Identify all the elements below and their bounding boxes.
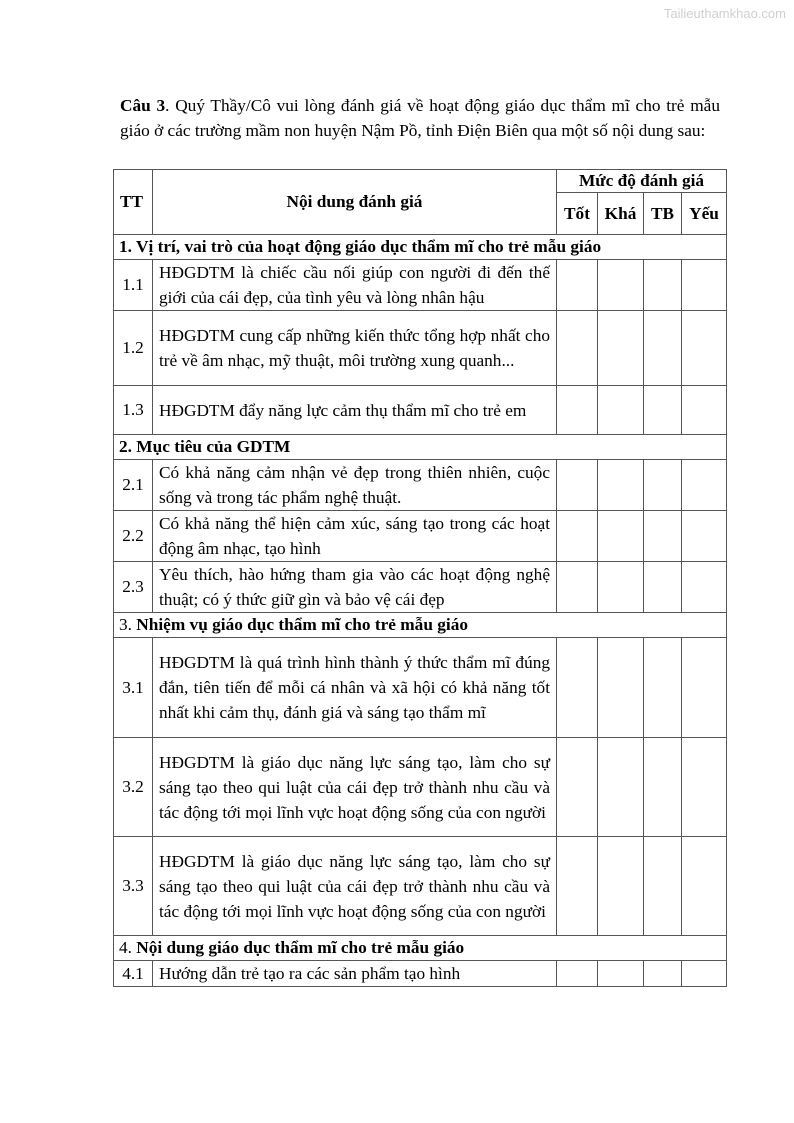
criterion-number: 2.3: [114, 562, 153, 613]
criterion-number: 2.1: [114, 460, 153, 511]
criterion-row: [114, 460, 727, 511]
criterion-row: [114, 738, 727, 837]
question-label: Câu 3: [120, 96, 166, 115]
criterion-number: 1.3: [114, 386, 153, 435]
rating-cell-kha[interactable]: [598, 837, 644, 936]
section-heading: Nhiệm vụ giáo dục thẩm mĩ cho trẻ mẫu giáo: [136, 615, 468, 634]
rating-cell-kha[interactable]: [598, 386, 644, 435]
criterion-row: [114, 260, 727, 311]
criterion-text: Yêu thích, hào hứng tham gia vào các hoạt động nghệ thuật; có ý thức giữ gìn và bảo vệ cái đẹp: [153, 562, 557, 613]
rating-cell-kha[interactable]: [598, 260, 644, 311]
rating-cell-yeu[interactable]: [682, 260, 727, 311]
section-row: [114, 435, 727, 460]
header-rating-group: Mức độ đánh giá: [557, 170, 727, 193]
criterion-text: HĐGDTM cung cấp những kiến thức tổng hợp nhất cho trẻ về âm nhạc, mỹ thuật, môi trường xung quanh...: [153, 311, 557, 386]
rating-cell-tb[interactable]: [644, 837, 682, 936]
rating-cell-yeu[interactable]: [682, 511, 727, 562]
section-number: 2.: [119, 437, 137, 456]
criterion-row: [114, 511, 727, 562]
rating-cell-tot[interactable]: [557, 260, 598, 311]
criterion-text: HĐGDTM là giáo dục năng lực sáng tạo, làm cho sự sáng tạo theo qui luật của cái đẹp trở thành nhu cầu và tác động tới mọi lĩnh vực hoạt động sống của con người: [153, 837, 557, 936]
criterion-text: HĐGDTM đẩy năng lực cảm thụ thẩm mĩ cho trẻ em: [153, 386, 557, 435]
rating-cell-tot[interactable]: [557, 460, 598, 511]
criterion-text: Có khả năng cảm nhận vẻ đẹp trong thiên nhiên, cuộc sống và trong tác phẩm nghệ thuật.: [153, 460, 557, 511]
section-number: 4.: [119, 938, 137, 957]
criterion-text: Hướng dẫn trẻ tạo ra các sản phẩm tạo hình: [153, 961, 557, 987]
header-rating-tb: TB: [644, 193, 682, 235]
question-text: . Quý Thầy/Cô vui lòng đánh giá về hoạt động giáo dục thẩm mĩ cho trẻ mẫu giáo ở các trường mầm non huyện Nậm Pồ, tỉnh Điện Biên qua một số nội dung sau:: [120, 96, 720, 140]
rating-cell-tot[interactable]: [557, 638, 598, 738]
section-title: [114, 435, 727, 460]
evaluation-table: [113, 169, 727, 987]
rating-cell-kha[interactable]: [598, 562, 644, 613]
rating-cell-tot[interactable]: [557, 511, 598, 562]
rating-cell-kha[interactable]: [598, 738, 644, 837]
rating-cell-yeu[interactable]: [682, 311, 727, 386]
criterion-number: 1.1: [114, 260, 153, 311]
criterion-text: HĐGDTM là quá trình hình thành ý thức thẩm mĩ đúng đắn, tiên tiến để mỗi cá nhân và xã hội có khả năng tốt nhất khi cảm thụ, đánh giá và sáng tạo thẩm mĩ: [153, 638, 557, 738]
rating-cell-yeu[interactable]: [682, 738, 727, 837]
rating-cell-kha[interactable]: [598, 638, 644, 738]
section-row: [114, 936, 727, 961]
rating-cell-tb[interactable]: [644, 638, 682, 738]
section-title: [114, 613, 727, 638]
rating-cell-tot[interactable]: [557, 386, 598, 435]
rating-cell-yeu[interactable]: [682, 460, 727, 511]
question-intro: [120, 93, 720, 143]
header-rating-kha: Khá: [598, 193, 644, 235]
criterion-row: [114, 961, 727, 987]
rating-cell-tb[interactable]: [644, 311, 682, 386]
criterion-number: 4.1: [114, 961, 153, 987]
section-row: [114, 613, 727, 638]
criterion-number: 3.3: [114, 837, 153, 936]
watermark: Tailieuthamkhao.com: [663, 6, 786, 21]
rating-cell-tb[interactable]: [644, 260, 682, 311]
criterion-number: 3.1: [114, 638, 153, 738]
section-heading: Vị trí, vai trò của hoạt động giáo dục thẩm mĩ cho trẻ mẫu giáo: [135, 237, 602, 256]
rating-cell-yeu[interactable]: [682, 961, 727, 987]
rating-cell-tb[interactable]: [644, 386, 682, 435]
criterion-text: HĐGDTM là giáo dục năng lực sáng tạo, làm cho sự sáng tạo theo qui luật của cái đẹp trở thành nhu cầu và tác động tới mọi lĩnh vực hoạt động sống của con người: [153, 738, 557, 837]
section-title: [114, 936, 727, 961]
criterion-row: [114, 837, 727, 936]
criterion-number: 3.2: [114, 738, 153, 837]
rating-cell-tb[interactable]: [644, 738, 682, 837]
section-row: [114, 235, 727, 260]
section-heading: Nội dung giáo dục thẩm mĩ cho trẻ mẫu giáo: [136, 938, 465, 957]
rating-cell-tot[interactable]: [557, 837, 598, 936]
criterion-row: [114, 386, 727, 435]
section-number: 3.: [119, 615, 137, 634]
rating-cell-yeu[interactable]: [682, 386, 727, 435]
rating-cell-yeu[interactable]: [682, 638, 727, 738]
criterion-text: Có khả năng thể hiện cảm xúc, sáng tạo trong các hoạt động âm nhạc, tạo hình: [153, 511, 557, 562]
rating-cell-yeu[interactable]: [682, 837, 727, 936]
criterion-text: HĐGDTM là chiếc cầu nối giúp con người đi đến thế giới của cái đẹp, của tình yêu và lòng nhân hậu: [153, 260, 557, 311]
rating-cell-tb[interactable]: [644, 961, 682, 987]
rating-cell-kha[interactable]: [598, 311, 644, 386]
rating-cell-kha[interactable]: [598, 961, 644, 987]
rating-cell-tot[interactable]: [557, 562, 598, 613]
rating-cell-kha[interactable]: [598, 511, 644, 562]
header-content: Nội dung đánh giá: [153, 170, 557, 235]
rating-cell-tot[interactable]: [557, 311, 598, 386]
rating-cell-yeu[interactable]: [682, 562, 727, 613]
section-heading: Mục tiêu của GDTM: [136, 437, 291, 456]
criterion-row: [114, 638, 727, 738]
header-tt: TT: [114, 170, 153, 235]
header-rating-yeu: Yếu: [682, 193, 727, 235]
section-number: 1.: [119, 237, 136, 256]
rating-cell-tb[interactable]: [644, 511, 682, 562]
header-rating-tot: Tốt: [557, 193, 598, 235]
rating-cell-tot[interactable]: [557, 738, 598, 837]
criterion-row: [114, 562, 727, 613]
criterion-number: 2.2: [114, 511, 153, 562]
rating-cell-tb[interactable]: [644, 562, 682, 613]
criterion-number: 1.2: [114, 311, 153, 386]
section-title: [114, 235, 727, 260]
rating-cell-tb[interactable]: [644, 460, 682, 511]
rating-cell-tot[interactable]: [557, 961, 598, 987]
rating-cell-kha[interactable]: [598, 460, 644, 511]
criterion-row: [114, 311, 727, 386]
